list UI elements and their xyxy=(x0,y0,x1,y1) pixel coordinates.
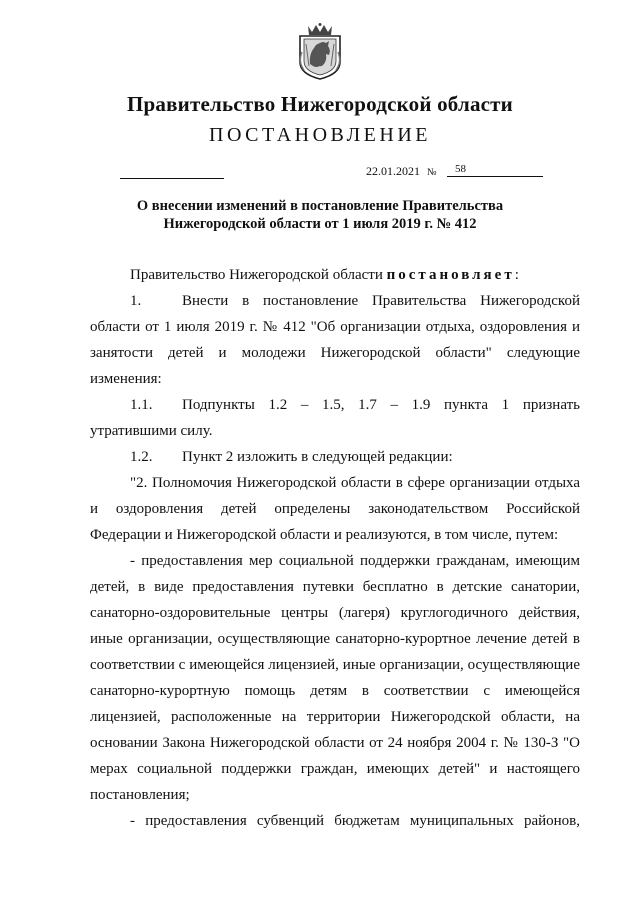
preamble xyxy=(90,262,580,288)
paragraph-1-2-number: 1.2. xyxy=(130,449,153,465)
paragraph-1-2-text: Пункт 2 изложить в следующей редакции: xyxy=(182,449,453,465)
paragraph-1 xyxy=(90,288,580,392)
number-sign: № xyxy=(427,167,437,178)
paragraph-1-number: 1. xyxy=(130,293,142,309)
government-name: Правительство Нижегородской области xyxy=(127,92,513,116)
document-number: 58 xyxy=(447,163,543,177)
paragraph-1-1-text: Подпункты 1.2 – 1.5, 1.7 – 1.9 пункта 1 признать утратившими силу. xyxy=(90,397,580,439)
preamble-verb: постановляет xyxy=(386,267,515,283)
document-body xyxy=(90,262,580,834)
blank-date-line xyxy=(120,178,224,179)
subject-line-2: Нижегородской области от 1 июля 2019 г. № 412 xyxy=(163,216,477,232)
document-date: 22.01.2021 xyxy=(366,164,420,178)
paragraph-1-text: Внести в постановление Правительства Нижегородской области от 1 июля 2019 г. № 412 "Об организации отдыха, оздоровления и занятости детей и молодежи Нижегородской области" следующие изменения: xyxy=(90,293,580,387)
document-type: ПОСТАНОВЛЕНИЕ xyxy=(209,124,431,146)
quoted-paragraph-2: "2. Полномочия Нижегородской области в сфере организации отдыха и оздоровления детей определены законодательством Российской Федерации и Нижегородской области и реализуются, в том числе, путем: xyxy=(90,475,580,543)
dash-item-1: - предоставления мер социальной поддержки гражданам, имеющим детей, в виде предоставления путевки бесплатно в детские санатории, санаторно-оздоровительные центры (лагеря) круглогодичного действия, иные организации, осуществляющие санаторно-курортное лечение детей в соответствии с имеющейся лицензией, иные организации, осуществляющие санаторно-курортную помощь детям в соответствии с имеющейся лицензией, расположенные на территории Нижегородской области, на основании Закона Нижегородской области от 24 ноября 2004 г. № 130-З "О мерах социальной поддержки граждан, имеющих детей" и настоящего постановления; xyxy=(90,553,580,803)
subject-line-1: О внесении изменений в постановление Правительства xyxy=(136,198,504,214)
preamble-colon: : xyxy=(514,267,519,283)
preamble-text: Правительство Нижегородской области xyxy=(130,267,387,283)
dash-item-2: - предоставления субвенций бюджетам муниципальных районов, xyxy=(130,813,580,829)
coat-of-arms-emblem xyxy=(296,22,344,80)
paragraph-1-2 xyxy=(90,444,580,470)
document-subject xyxy=(120,197,520,233)
paragraph-1-1-number: 1.1. xyxy=(130,397,153,413)
paragraph-1-1 xyxy=(90,392,580,444)
